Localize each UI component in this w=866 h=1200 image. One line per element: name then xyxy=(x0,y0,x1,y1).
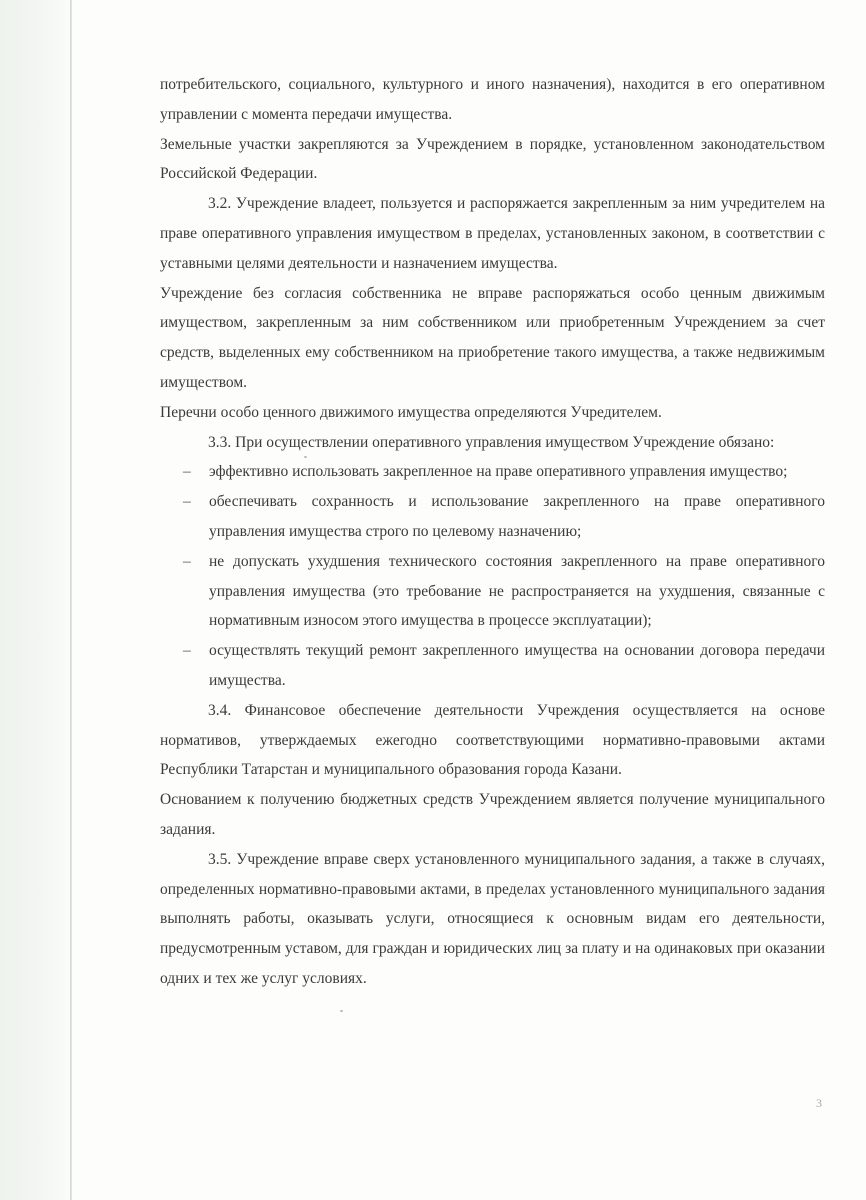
list-item-text: осуществлять текущий ремонт закрепленного имущества на основании договора передачи имущества. xyxy=(209,642,825,689)
list-dash: – xyxy=(183,463,191,481)
list-item-text: эффективно использовать закрепленное на праве оперативного управления имущество; xyxy=(209,463,788,481)
paragraph-3-3: 3.3. При осуществлении оперативного управления имуществом Учреждение обязано: xyxy=(208,433,775,451)
list-item xyxy=(160,457,825,487)
list-item-text: обеспечивать сохранность и использование закрепленного на праве оперативного управления имущества строго по целевому назначению; xyxy=(209,493,825,540)
list-dash: – xyxy=(183,552,191,570)
list-dash: – xyxy=(183,642,191,660)
list-item-text: не допускать ухудшения технического состояния закрепленного на праве оперативного управления имущества (это требование не распространяется на ухудшения, связанные с нормативным износом этого имущества в процессе эксплуатации); xyxy=(209,552,825,630)
paragraph-3-5: 3.5. Учреждение вправе сверх установленного муниципального задания, а также в случаях, определенных нормативно-правовыми актами, в пределах установленного муниципального задания выполнять работы, оказывать услуги, относящиеся к основным видам его деятельности, предусмотренным уставом, для граждан и юридических лиц за плату и на одинаковых при оказании одних и тех же услуг условиях. xyxy=(160,850,825,987)
list-item xyxy=(160,487,825,547)
obligations-list xyxy=(160,457,825,695)
list-dash: – xyxy=(183,493,191,511)
paragraph-3-2: 3.2. Учреждение владеет, пользуется и распоряжается закрепленным за ним учредителем на праве оперативного управления имуществом в пределах, установленных законом, в соответствии с уставными целями деятельности и назначением имущества. xyxy=(160,195,825,272)
paragraph-3-4: 3.4. Финансовое обеспечение деятельности Учреждения осуществляется на основе нормативов, утверждаемых ежегодно соответствующими нормативно-правовыми актами Республики Татарстан и муниципального образования города Казани. xyxy=(160,701,825,779)
paragraph-consent: Учреждение без согласия собственника не вправе распоряжаться особо ценным движимым имуществом, закрепленным за ним собственником или приобретенным Учреждением за счет средств, выделенных ему собственником на приобретение такого имущества, а также недвижимым имуществом. xyxy=(160,284,825,391)
document-body xyxy=(160,70,825,994)
paragraph-land-plots: Земельные участки закрепляются за Учреждением в порядке, установленном законодательством Российской Федерации. xyxy=(160,135,825,183)
document-page xyxy=(72,0,866,1200)
list-item xyxy=(160,636,825,696)
scan-speck xyxy=(340,1010,343,1012)
scan-left-margin xyxy=(0,0,70,1200)
page-number: 3 xyxy=(816,1096,822,1110)
paragraph-funding-basis: Основанием к получению бюджетных средств Учреждением является получение муниципального задания. xyxy=(160,791,825,838)
scan-speck xyxy=(304,456,307,458)
paragraph-continuation: потребительского, социального, культурного и иного назначения), находится в его оперативном управлении с момента передачи имущества. xyxy=(160,76,825,123)
paragraph-lists: Перечни особо ценного движимого имущества определяются Учредителем. xyxy=(160,403,662,421)
list-item xyxy=(160,547,825,636)
